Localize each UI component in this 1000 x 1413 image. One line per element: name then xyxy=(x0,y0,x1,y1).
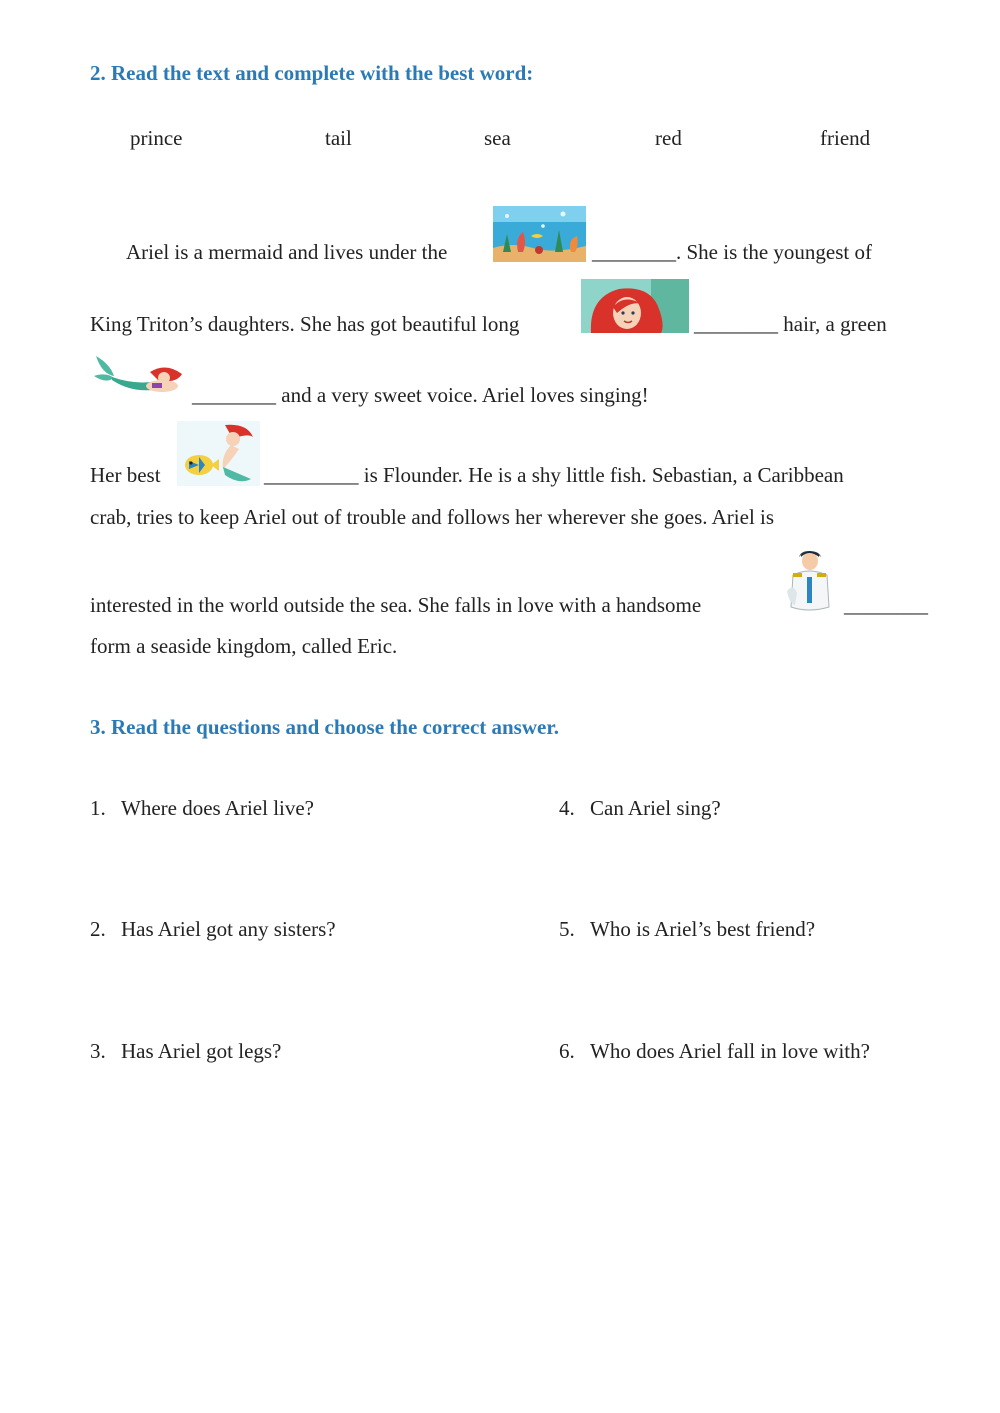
sea-picture xyxy=(493,206,586,262)
question-text: Where does Ariel live? xyxy=(121,796,314,820)
section-3-heading: 3. Read the questions and choose the correct answer. xyxy=(90,715,559,739)
section-2-heading: 2. Read the text and complete with the best word: xyxy=(90,61,534,85)
question-item xyxy=(559,917,815,942)
question-text: Who is Ariel’s best friend? xyxy=(590,917,816,941)
word-bank-item: sea xyxy=(484,126,511,150)
question-number: 4. xyxy=(559,796,575,820)
ariel-and-flounder-picture xyxy=(177,421,260,486)
text-line: form a seaside kingdom, called Eric. xyxy=(90,634,398,658)
question-item xyxy=(90,796,314,821)
text-line: _________ is Flounder. He is a shy little fish. Sebastian, a Caribbean xyxy=(264,463,844,487)
question-number: 3. xyxy=(90,1039,106,1063)
question-number: 1. xyxy=(90,796,106,820)
text-line: ________ and a very sweet voice. Ariel loves singing! xyxy=(192,383,649,407)
ariel-red-hair-picture xyxy=(581,279,689,333)
question-number: 2. xyxy=(90,917,106,941)
question-text: Can Ariel sing? xyxy=(590,796,721,820)
question-item xyxy=(559,796,721,821)
text-line: ________ hair, a green xyxy=(694,312,887,336)
text-line: ________ xyxy=(844,593,928,617)
question-item xyxy=(90,917,336,942)
text-line: Her best xyxy=(90,463,161,487)
mermaid-tail-picture xyxy=(92,350,186,402)
word-bank-item: tail xyxy=(325,126,352,150)
question-item xyxy=(90,1039,281,1064)
question-text: Has Ariel got legs? xyxy=(121,1039,282,1063)
question-text: Who does Ariel fall in love with? xyxy=(590,1039,870,1063)
question-number: 5. xyxy=(559,917,575,941)
text-line: crab, tries to keep Ariel out of trouble and follows her wherever she goes. Ariel is xyxy=(90,505,775,529)
word-bank-item: prince xyxy=(130,126,183,150)
question-number: 6. xyxy=(559,1039,575,1063)
question-item xyxy=(559,1039,870,1064)
word-bank-item: red xyxy=(655,126,682,150)
text-line: Ariel is a mermaid and lives under the xyxy=(126,240,448,264)
question-text: Has Ariel got any sisters? xyxy=(121,917,336,941)
text-line: interested in the world outside the sea. She falls in love with a handsome xyxy=(90,593,702,617)
word-bank-item: friend xyxy=(820,126,871,150)
prince-picture xyxy=(783,543,835,615)
text-line: ________. She is the youngest of xyxy=(592,240,872,264)
text-line: King Triton’s daughters. She has got beautiful long xyxy=(90,312,520,336)
